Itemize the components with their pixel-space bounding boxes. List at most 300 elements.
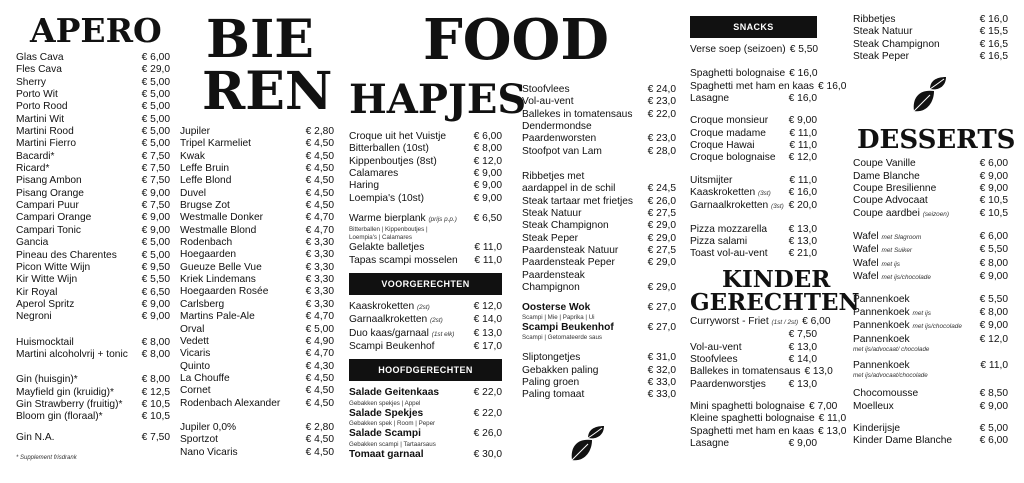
item-name: Stoofpot van Lam: [522, 145, 602, 157]
item-price: € 4,50: [305, 187, 334, 199]
menu-item: [522, 220, 676, 232]
item-name: Westmalle Donker: [180, 212, 264, 224]
item-price: € 12,0: [473, 155, 502, 167]
item-name: Paardenworstjes: [690, 378, 766, 390]
item-price: € 20,0: [788, 200, 817, 212]
menu-item: [690, 236, 817, 248]
menu-item: [690, 128, 817, 140]
menu-item-pannenkoek-5: [853, 360, 1008, 380]
item-price: € 26,0: [647, 195, 676, 207]
item-price: € 3,30: [305, 237, 334, 249]
bierplank-desc-1: Bitterballen | Kippenboutjes |: [349, 226, 428, 234]
item-price: € 8,00: [141, 348, 170, 360]
item-price: € 29,0: [647, 257, 676, 269]
item-price: € 4,50: [305, 138, 334, 150]
item-name-wrap: [690, 175, 732, 187]
menu-item: [690, 342, 817, 354]
item-name: Coupe Bresilienne: [853, 183, 937, 195]
item-name: Paardensteak Champignon: [522, 269, 585, 294]
menu-item: [853, 26, 1008, 38]
leaf-icon: [568, 424, 608, 466]
item-name: Vicaris: [180, 348, 211, 360]
item-price: € 6,00: [979, 435, 1008, 447]
item-price: € 7,50: [788, 329, 817, 341]
menu-item: [522, 365, 676, 377]
item-name: Garnaalkroketten: [690, 200, 769, 212]
menu-item: [853, 271, 1008, 284]
item-name: Lasagne: [690, 93, 730, 105]
menu-item: [16, 399, 170, 411]
menu-item: [16, 337, 170, 349]
menu-item-bierplank: [349, 213, 502, 226]
item-price: € 4,50: [305, 434, 334, 446]
menu-item: [349, 328, 502, 341]
menu-item: [180, 175, 334, 187]
item-name: Paling groen: [522, 376, 580, 388]
item-name: Tapas scampi mosselen: [349, 254, 458, 266]
menu-item: [853, 435, 1008, 447]
item-name: Duo kaas/garnaal: [349, 327, 429, 339]
menu-item: [349, 408, 502, 420]
item-name: Loempia's (10st): [349, 192, 424, 204]
item-name: Cornet: [180, 385, 211, 397]
item-note: (3st): [757, 190, 771, 198]
menu-item: [349, 341, 502, 353]
item-name: Croque monsieur: [690, 115, 769, 127]
item-name: Vol-au-vent: [690, 341, 742, 353]
item-price: € 26,0: [473, 428, 502, 440]
item-name: Pineau des Charentes: [16, 249, 117, 261]
item-name: Wafel: [853, 244, 879, 256]
menu-item: [16, 387, 170, 399]
item-name: Kwak: [180, 150, 205, 162]
bieren-title-1: BIE: [206, 9, 314, 70]
item-price: € 9,00: [473, 192, 502, 204]
item-price: € 16,0: [818, 80, 847, 92]
menu-item-curryworst: [690, 315, 831, 329]
item-price: € 10,5: [979, 207, 1008, 219]
item-name: Uitsmijter: [690, 174, 733, 186]
menu-item: [853, 294, 1008, 306]
item-name: Bacardi*: [16, 150, 55, 162]
item-name: Huismocktail: [16, 336, 74, 348]
item-price: € 9,00: [979, 320, 1008, 332]
item-price: € 11,0: [789, 127, 817, 139]
menu-item: [522, 196, 676, 208]
menu-item: [16, 311, 170, 323]
item-name: Hoegaarden: [180, 249, 237, 261]
item-name: Gelakte balletjes: [349, 242, 425, 254]
menu-item: [180, 249, 334, 261]
item-name-wrap: [853, 208, 949, 221]
item-price: € 5,00: [141, 249, 170, 261]
menu-item: [180, 286, 334, 298]
menu-item-oosterse-wok: [522, 302, 676, 314]
item-price: € 3,30: [305, 298, 334, 310]
item-note: met ijs: [881, 260, 900, 268]
item-name: Campari Tonic: [16, 224, 81, 236]
menu-item: [180, 311, 334, 323]
menu-item: [180, 324, 334, 336]
item-name-wrap: [853, 307, 931, 320]
item-price: € 29,0: [141, 64, 170, 76]
menu-item: [180, 447, 334, 459]
item-name: Westmalle Blond: [180, 224, 257, 236]
item-name: Steak tartaar met frietjes: [522, 195, 633, 207]
item-name: Ricard*: [16, 163, 50, 175]
menu-item: [16, 299, 170, 311]
item-price: € 9,00: [141, 212, 170, 224]
item-price: € 9,00: [979, 170, 1008, 182]
item-name: La Chouffe: [180, 372, 230, 384]
menu-item: [522, 245, 676, 257]
menu-item: [16, 237, 170, 249]
item-price: € 11,0: [789, 174, 817, 186]
item-price: € 29,0: [647, 220, 676, 232]
item-name: Wafel: [853, 271, 879, 283]
menu-item-dendermondse: [522, 121, 676, 146]
item-price: € 5,50: [141, 274, 170, 286]
menu-item: [16, 349, 170, 361]
item-name: Tomaat garnaal: [349, 448, 424, 460]
menu-item: [180, 151, 334, 163]
menu-item-curryworst-2: [690, 329, 817, 341]
item-note: (2st): [416, 304, 430, 312]
item-name: Gin Strawberry (fruitig)*: [16, 398, 123, 410]
menu-item: [349, 193, 502, 205]
item-name: Haring: [349, 180, 380, 192]
item-note: (1st / 2st): [771, 318, 799, 326]
item-name: Warme bierplank: [349, 213, 426, 225]
item-price: € 4,70: [305, 224, 334, 236]
item-name: Moelleux: [853, 400, 894, 412]
item-name: Negroni: [16, 311, 52, 323]
menu-item: [853, 244, 1008, 257]
item-note: met ijs/advocaat/ chocolade: [853, 345, 930, 353]
item-price: € 5,00: [141, 237, 170, 249]
menu-item: [16, 212, 170, 224]
menu-item: [522, 352, 676, 364]
menu-item: [180, 212, 334, 224]
item-price: € 12,5: [141, 386, 170, 398]
item-name: Jupiler: [180, 126, 211, 137]
leaf-icon: [910, 75, 950, 117]
item-name: Dame Blanche: [853, 170, 920, 182]
item-price: € 9,00: [979, 271, 1008, 283]
item-name-wrap: [853, 195, 928, 207]
snacks-heading: SNACKS: [690, 16, 817, 38]
item-price: € 9,00: [141, 187, 170, 199]
item-name: Kinder Dame Blanche: [853, 435, 953, 447]
item-name: Sherry: [16, 76, 47, 88]
item-name: Lasagne: [690, 437, 730, 449]
item-name: Picon Witte Wijn: [16, 261, 91, 273]
menu-item: [16, 225, 170, 237]
item-name-wrap: [690, 187, 771, 200]
item-price: € 5,00: [305, 323, 334, 335]
menu-item: [16, 287, 170, 299]
menu-item: [16, 77, 170, 89]
item-price: € 17,0: [473, 341, 502, 353]
item-price: € 9,00: [141, 311, 170, 323]
menu-item: [690, 68, 817, 80]
hapjes-title: HAPJES: [349, 76, 527, 123]
voorgerechten-heading: VOORGERECHTEN: [349, 273, 502, 295]
item-name: Pannenkoek: [853, 359, 910, 371]
menu-item: [349, 168, 502, 180]
menu-item: [180, 361, 334, 373]
menu-item: [853, 307, 1008, 320]
item-price: € 3,30: [305, 286, 334, 298]
item-name: Fles Cava: [16, 64, 62, 76]
item-price: € 12,0: [473, 301, 502, 313]
item-note: met ijs/chocolade: [881, 274, 931, 282]
menu-item: [853, 208, 1008, 221]
item-price: € 29,0: [647, 282, 676, 294]
menu-item: [180, 274, 334, 286]
item-price: € 30,0: [473, 448, 502, 460]
item-name-wrap: [853, 334, 929, 354]
item-name: Stoofvlees: [690, 353, 738, 365]
kinder-title-2: GERECHTEN: [690, 288, 860, 316]
item-name: Croque Hawai: [690, 140, 755, 152]
item-name: Pizza salami: [690, 236, 748, 248]
menu-item: [853, 39, 1008, 51]
item-name: Scampi Beukenhof: [522, 321, 614, 333]
menu-item: [180, 385, 334, 397]
menu-item: [180, 262, 334, 274]
menu-item: [16, 250, 170, 262]
item-name: Porto Rood: [16, 101, 68, 113]
menu-item: [16, 138, 170, 150]
item-price: € 24,0: [647, 84, 676, 95]
menu-item-stoofpot: [522, 146, 676, 158]
item-name: Leffe Bruin: [180, 163, 230, 175]
menu-item: [16, 101, 170, 113]
item-price: € 33,0: [647, 389, 676, 401]
item-price: € 32,0: [647, 364, 676, 376]
item-price: € 31,0: [647, 352, 676, 364]
item-name: Coupe Advocaat: [853, 195, 928, 207]
item-name: Pannenkoek: [853, 294, 910, 306]
item-name: Sliptongetjes: [522, 352, 581, 364]
apero-column: [16, 11, 170, 461]
bieren-column: [180, 9, 334, 459]
menu-item: [522, 109, 676, 121]
menu-item: [16, 151, 170, 163]
menu-item: [690, 354, 817, 366]
item-name: Pisang Ambon: [16, 175, 82, 187]
bieren-title-2: REN: [202, 61, 333, 122]
item-name-wrap: [853, 271, 931, 284]
menu-item: [853, 171, 1008, 183]
item-name: Steak Champignon: [522, 220, 609, 232]
menu-item: [180, 126, 334, 138]
item-price: € 12,0: [979, 333, 1008, 345]
menu-item: [16, 274, 170, 286]
item-price: € 4,50: [305, 372, 334, 384]
item-name: Garnaalkroketten: [349, 314, 428, 326]
apero-title: APERO: [30, 11, 162, 50]
item-name: Glas Cava: [16, 52, 64, 63]
item-name: Rodenbach Alexander: [180, 397, 281, 409]
item-name: Bloom gin (floraal)*: [16, 411, 103, 423]
item-name: Dendermondse Paardenworsten: [522, 121, 597, 145]
item-price: € 13,0: [788, 378, 817, 390]
item-name: Pannenkoek: [853, 320, 910, 332]
item-price: € 33,0: [647, 376, 676, 388]
item-name: Aperol Spritz: [16, 298, 75, 310]
item-name: Vol-au-vent: [522, 96, 574, 108]
item-price: € 6,00: [979, 158, 1008, 170]
menu-item: [349, 428, 502, 440]
menu-item: [853, 320, 1008, 333]
menu-item: [349, 255, 502, 267]
item-price: € 5,00: [141, 76, 170, 88]
item-name: Mayfield gin (kruidig)*: [16, 386, 114, 398]
item-price: € 9,00: [979, 400, 1008, 412]
item-name: Salade Geitenkaas: [349, 387, 440, 399]
menu-item: [690, 187, 817, 200]
menu-item: [522, 208, 676, 220]
item-price: € 8,50: [979, 388, 1008, 400]
item-price: € 4,50: [305, 385, 334, 397]
menu-item: [180, 299, 334, 311]
item-price: € 13,0: [788, 223, 817, 235]
menu-item: [690, 200, 817, 213]
item-price: € 9,00: [788, 437, 817, 449]
item-price: € 13,0: [473, 327, 502, 339]
item-name: Kaaskroketten: [690, 187, 756, 199]
item-price: € 16,0: [789, 68, 818, 80]
item-price: € 13,0: [788, 236, 817, 248]
menu-item: [180, 138, 334, 150]
item-name: Ballekes in tomatensaus: [522, 108, 633, 120]
menu-item: [16, 64, 170, 76]
item-name: Campari Orange: [16, 212, 92, 224]
menu-item: [180, 200, 334, 212]
item-name: Sportzot: [180, 434, 218, 446]
item-name: Wafel: [853, 257, 879, 269]
menu-item: [16, 200, 170, 212]
item-note: met Suiker: [881, 247, 913, 255]
item-price: € 5,00: [141, 101, 170, 113]
item-price: € 5,50: [979, 294, 1008, 306]
item-name: Rodenbach: [180, 237, 233, 249]
food-title: FOOD: [423, 7, 609, 73]
item-price: € 24,5: [647, 183, 676, 195]
item-name: Brugse Zot: [180, 200, 230, 212]
menu-item: [349, 449, 502, 461]
menu-item: [16, 175, 170, 187]
item-price: € 15,5: [979, 26, 1008, 38]
item-name: Ballekes in tomatensaus: [690, 366, 801, 378]
item-price: € 11,0: [818, 413, 847, 425]
item-name: Martini Rood: [16, 126, 74, 138]
item-name: Spaghetti met ham en kaas: [690, 425, 815, 437]
item-price: € 7,00: [808, 400, 838, 412]
item-price: € 5,00: [141, 126, 170, 138]
item-price: € 7,50: [141, 150, 170, 162]
menu-item: [180, 348, 334, 360]
item-price: € 9,00: [473, 180, 502, 192]
item-name-wrap: [349, 341, 435, 353]
item-note: met ijs/chocolade: [912, 323, 962, 331]
item-name: Toast vol-au-vent: [690, 248, 768, 260]
menu-item: [853, 51, 1008, 63]
item-name: Steak Champignon: [853, 38, 940, 50]
item-price: € 2,80: [305, 126, 334, 137]
item-price: € 6,50: [141, 286, 170, 298]
item-price: € 8,00: [473, 143, 502, 155]
menu-item: [180, 225, 334, 237]
menu-item: [690, 438, 817, 450]
item-price: € 7,50: [141, 163, 170, 175]
item-name: Mini spaghetti bolognaise: [690, 400, 805, 412]
item-price: € 10,5: [141, 411, 170, 423]
menu-item: [16, 52, 170, 64]
item-name: Hoegaarden Rosée: [180, 286, 269, 298]
item-name: Tripel Karmeliet: [180, 138, 251, 150]
item-name: Martini Wit: [16, 113, 65, 125]
menu-item: [180, 398, 334, 410]
item-price: € 5,00: [979, 422, 1008, 434]
menu-item: [853, 195, 1008, 207]
menu-item: [522, 377, 676, 389]
item-price: € 6,00: [802, 315, 831, 327]
item-price: € 8,00: [141, 336, 170, 348]
menu-item: [16, 126, 170, 138]
item-price: € 27,5: [647, 208, 676, 220]
item-price: € 2,80: [305, 421, 334, 433]
menu-item: [853, 388, 1008, 400]
menu-item: [180, 422, 334, 434]
item-price: € 5,00: [141, 113, 170, 125]
item-name: Gebakken paling: [522, 364, 599, 376]
apero-footnote: * Supplement frisdrank: [16, 454, 77, 461]
item-price: € 9,00: [979, 183, 1008, 195]
item-price: € 4,50: [305, 200, 334, 212]
menu-item: [690, 175, 817, 187]
menu-item: [690, 425, 847, 438]
menu-item: [690, 366, 833, 378]
item-name: Kinderijsje: [853, 422, 900, 434]
snacks-column: [690, 16, 860, 450]
item-name: Steak Peper: [853, 51, 910, 63]
item-price: € 11,0: [474, 242, 502, 254]
item-price: € 16,0: [979, 14, 1008, 25]
item-name-wrap: [853, 231, 921, 244]
item-desc: Scampi | Getomateerde saus: [522, 334, 603, 342]
menu-item: [16, 432, 170, 444]
item-name: Gueuze Belle Vue: [180, 261, 262, 273]
item-note: (3st): [771, 203, 784, 211]
hoofdgerechten-heading: HOOFDGERECHTEN: [349, 359, 502, 381]
item-price: € 8,00: [979, 306, 1008, 318]
item-price: € 5,50: [789, 44, 819, 55]
menu-item: [16, 411, 170, 423]
item-name: Croque bolognaise: [690, 152, 776, 164]
item-name: Scampi Beukenhof: [349, 341, 435, 353]
menu-item: [16, 114, 170, 126]
menu-item-ribbetjes: [522, 171, 676, 196]
item-price: € 22,0: [647, 108, 676, 120]
item-price: € 4,70: [305, 212, 334, 224]
menu-item: [690, 400, 838, 413]
menu-item: [180, 188, 334, 200]
item-price: € 11,0: [980, 359, 1008, 371]
item-name: Kir Royal: [16, 286, 58, 298]
